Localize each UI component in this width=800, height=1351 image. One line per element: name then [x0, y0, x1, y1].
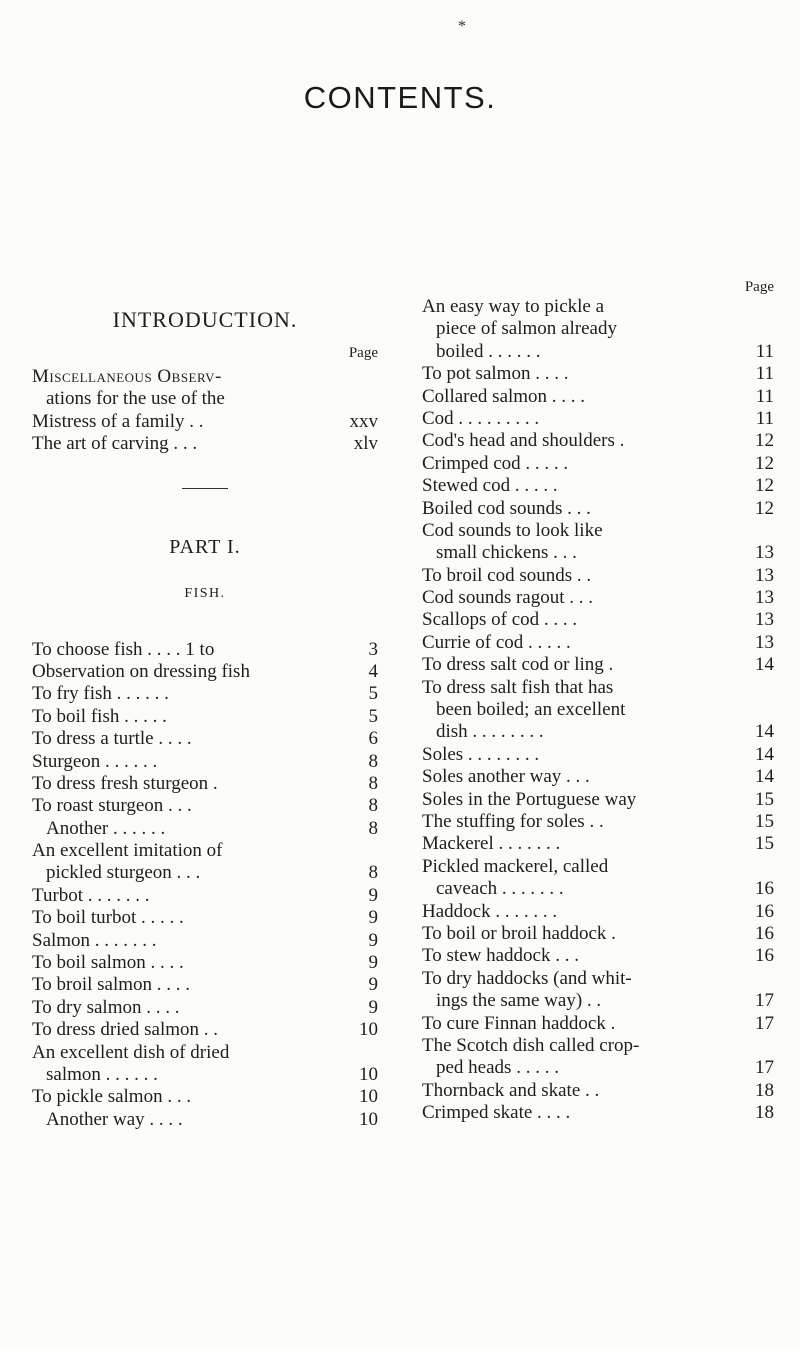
page-title: CONTENTS.	[303, 80, 497, 115]
entry-page-number: 8	[368, 817, 378, 839]
entry-page-number: 3	[368, 638, 378, 660]
entry-title: Cod sounds ragout . . .	[422, 587, 593, 609]
entry-page-number: 9	[368, 974, 378, 996]
page-label-row	[32, 336, 378, 366]
entry-page-number: 8	[368, 750, 378, 772]
entry-title: Salmon . . . . . . .	[32, 929, 157, 951]
toc-entry	[32, 661, 378, 683]
left-column	[32, 300, 378, 1131]
toc-entry	[422, 654, 774, 676]
toc-entry	[422, 878, 774, 900]
introduction-list	[32, 366, 378, 456]
entry-page-number: 5	[368, 683, 378, 705]
entry-title: Sturgeon . . . . . .	[32, 750, 158, 772]
entry-page-number: 9	[368, 929, 378, 951]
entry-page-number: 10	[359, 1063, 378, 1085]
entry-page-number: 14	[755, 743, 774, 765]
toc-entry	[422, 408, 774, 430]
right-column	[422, 278, 774, 1124]
entry-title: Crimped cod . . . . .	[422, 452, 569, 474]
entry-title: caveach . . . . . . .	[436, 878, 564, 900]
toc-entry	[422, 1102, 774, 1124]
entry-title: To broil cod sounds . .	[422, 564, 592, 586]
entry-page-number: 10	[359, 1108, 378, 1130]
entry-page-number: 17	[755, 1057, 774, 1079]
entry-page-number: 13	[755, 631, 774, 653]
toc-entry	[32, 388, 378, 410]
entry-page-number: 16	[755, 878, 774, 900]
entry-title: The art of carving . . .	[32, 433, 198, 455]
entry-page-number: 11	[755, 363, 774, 385]
entry-title: To dry salmon . . . .	[32, 996, 180, 1018]
entry-page-number: 11	[755, 407, 774, 429]
toc-entry	[32, 862, 378, 884]
page-label-row-right	[422, 278, 774, 296]
introduction-heading: INTRODUCTION.	[112, 307, 298, 332]
toc-entry	[422, 1080, 774, 1102]
entry-title: dish . . . . . . . .	[436, 721, 544, 743]
toc-entry	[32, 1086, 378, 1108]
toc-entry	[422, 968, 774, 990]
entry-title: To dress salt fish that has	[422, 676, 614, 698]
entry-page-number: xxv	[349, 410, 378, 432]
entry-page-number: 17	[755, 1012, 774, 1034]
toc-entry	[32, 1109, 378, 1131]
entry-title: The stuffing for soles . .	[422, 810, 604, 832]
entry-title: Miscellaneous Observ-	[32, 366, 222, 387]
toc-entry	[422, 923, 774, 945]
toc-entry	[32, 907, 378, 929]
entry-page-number: 8	[368, 795, 378, 817]
toc-entry	[422, 363, 774, 385]
toc-entry	[32, 930, 378, 952]
entry-page-number: 15	[755, 788, 774, 810]
toc-entry	[422, 318, 774, 340]
toc-entry	[422, 789, 774, 811]
toc-entry	[422, 811, 774, 833]
entry-title: An excellent dish of dried	[32, 1041, 230, 1063]
introduction-heading-row	[32, 300, 378, 336]
entry-page-number: 12	[755, 430, 774, 452]
entry-title: The Scotch dish called crop-	[422, 1034, 640, 1056]
entry-title: To dress dried salmon . .	[32, 1019, 219, 1041]
entry-title: To dry haddocks (and whit-	[422, 967, 632, 989]
entry-page-number: 8	[368, 772, 378, 794]
toc-entry	[32, 639, 378, 661]
entry-title: To boil salmon . . . .	[32, 952, 184, 974]
entry-page-number: 14	[755, 766, 774, 788]
entry-title: To roast sturgeon . . .	[32, 795, 192, 817]
toc-entry	[422, 901, 774, 923]
entry-page-number: 18	[755, 1079, 774, 1101]
entry-page-number: 9	[368, 952, 378, 974]
entry-title: Observation on dressing fish	[32, 660, 250, 682]
entry-title: To boil or broil haddock .	[422, 922, 616, 944]
toc-entry	[32, 773, 378, 795]
entry-page-number: 12	[755, 497, 774, 519]
entry-page-number: 9	[368, 996, 378, 1018]
entry-page-number: 14	[755, 721, 774, 743]
part-heading: PART I.	[169, 535, 241, 558]
entry-page-number: 9	[368, 884, 378, 906]
toc-entry	[422, 856, 774, 878]
entry-page-number: 8	[368, 862, 378, 884]
toc-entry	[422, 699, 774, 721]
toc-entry	[32, 683, 378, 705]
entry-page-number: 12	[755, 452, 774, 474]
entry-title: Mistress of a family . .	[32, 410, 204, 432]
entry-title: Mackerel . . . . . . .	[422, 833, 561, 855]
entry-title: ped heads . . . . .	[436, 1057, 559, 1079]
entry-title: Crimped skate . . . .	[422, 1102, 571, 1124]
entry-title: To pot salmon . . . .	[422, 363, 569, 385]
toc-entry	[32, 366, 378, 388]
entry-page-number: 13	[755, 587, 774, 609]
toc-entry	[422, 475, 774, 497]
entry-title: To dress salt cod or ling .	[422, 654, 614, 676]
toc-entry	[422, 677, 774, 699]
entry-page-number: 16	[755, 900, 774, 922]
entry-page-number: 10	[359, 1086, 378, 1108]
entry-page-number: 16	[755, 945, 774, 967]
toc-entry	[422, 1035, 774, 1057]
toc-entry	[422, 565, 774, 587]
entry-title: Boiled cod sounds . . .	[422, 497, 591, 519]
entry-page-number: 15	[755, 810, 774, 832]
entry-title: To cure Finnan haddock .	[422, 1012, 616, 1034]
section-heading: FISH.	[184, 585, 226, 601]
toc-entry	[32, 885, 378, 907]
toc-entry	[422, 498, 774, 520]
entry-title: Thornback and skate . .	[422, 1079, 600, 1101]
toc-entry	[422, 296, 774, 318]
entry-page-number: 18	[755, 1102, 774, 1124]
entry-title: Soles another way . . .	[422, 766, 590, 788]
entry-page-number: 17	[755, 990, 774, 1012]
entry-page-number: 9	[368, 907, 378, 929]
entry-title: small chickens . . .	[436, 542, 577, 564]
part-heading-row	[32, 529, 378, 565]
entry-title: To stew haddock . . .	[422, 945, 579, 967]
entry-title: To dress fresh sturgeon .	[32, 772, 218, 794]
right-entry-list	[422, 296, 774, 1124]
entry-title: An excellent imitation of	[32, 840, 223, 862]
entry-title: To broil salmon . . . .	[32, 974, 191, 996]
entry-page-number: 10	[359, 1019, 378, 1041]
entry-title: Pickled mackerel, called	[422, 855, 609, 877]
entry-title: To boil fish . . . . .	[32, 705, 167, 727]
toc-entry	[32, 952, 378, 974]
entry-title: Collared salmon . . . .	[422, 385, 586, 407]
entry-title: pickled sturgeon . . .	[46, 862, 201, 884]
toc-entry	[32, 1019, 378, 1041]
toc-entry	[422, 587, 774, 609]
toc-entry	[422, 1013, 774, 1035]
toc-entry	[422, 386, 774, 408]
section-divider	[182, 488, 228, 489]
entry-page-number: 6	[368, 728, 378, 750]
entry-page-number: 14	[755, 654, 774, 676]
toc-entry	[422, 453, 774, 475]
entry-title: salmon . . . . . .	[46, 1063, 158, 1085]
entry-title: Stewed cod . . . . .	[422, 475, 558, 497]
toc-entry	[32, 433, 378, 455]
decorative-mark: *	[458, 18, 466, 35]
entry-title: Cod . . . . . . . . .	[422, 407, 540, 429]
toc-entry	[422, 430, 774, 452]
entry-title: Another . . . . . .	[46, 817, 166, 839]
entry-title: Turbot . . . . . . .	[32, 884, 150, 906]
entry-title: To choose fish . . . . 1 to	[32, 638, 215, 660]
left-entry-list	[32, 639, 378, 1132]
entry-title: Cod's head and shoulders .	[422, 430, 625, 452]
entry-page-number: xlv	[353, 433, 378, 455]
toc-entry	[32, 795, 378, 817]
toc-entry	[32, 997, 378, 1019]
entry-page-number: 13	[755, 609, 774, 631]
entry-page-number: 15	[755, 833, 774, 855]
toc-entry	[32, 706, 378, 728]
toc-entry	[32, 1042, 378, 1064]
toc-entry	[422, 632, 774, 654]
entry-title: Haddock . . . . . . .	[422, 900, 558, 922]
entry-page-number: 11	[755, 340, 774, 362]
entry-title: piece of salmon already	[436, 318, 617, 340]
toc-entry	[32, 1064, 378, 1086]
entry-title: To boil turbot . . . . .	[32, 907, 184, 929]
entry-page-number: 4	[368, 660, 378, 682]
entry-title: boiled . . . . . .	[436, 340, 541, 362]
toc-entry	[32, 840, 378, 862]
toc-entry	[422, 945, 774, 967]
entry-title: ings the same way) . .	[436, 990, 602, 1012]
entry-title: Soles in the Portuguese way	[422, 788, 637, 810]
entry-title: An easy way to pickle a	[422, 296, 605, 317]
toc-entry	[32, 751, 378, 773]
entry-title: Currie of cod . . . . .	[422, 631, 571, 653]
toc-entry	[422, 542, 774, 564]
page-column-label: Page	[348, 345, 378, 361]
toc-entry	[32, 974, 378, 996]
toc-entry	[422, 609, 774, 631]
entry-title: Scallops of cod . . . .	[422, 609, 578, 631]
entry-page-number: 16	[755, 922, 774, 944]
page-column-label-right: Page	[744, 279, 774, 295]
entry-page-number: 13	[755, 542, 774, 564]
entry-title: ations for the use of the	[46, 388, 225, 410]
toc-entry	[422, 341, 774, 363]
entry-page-number: 11	[755, 385, 774, 407]
toc-entry	[422, 766, 774, 788]
entry-title: Another way . . . .	[46, 1108, 183, 1130]
toc-entry	[422, 990, 774, 1012]
section-heading-row	[32, 579, 378, 609]
toc-entry	[422, 744, 774, 766]
entry-title: Cod sounds to look like	[422, 519, 603, 541]
entry-title: To fry fish . . . . . .	[32, 683, 169, 705]
toc-entry	[32, 818, 378, 840]
entry-title: To pickle salmon . . .	[32, 1086, 192, 1108]
entry-title: Soles . . . . . . . .	[422, 743, 540, 765]
entry-page-number: 13	[755, 564, 774, 586]
entry-page-number: 5	[368, 705, 378, 727]
toc-entry	[422, 1057, 774, 1079]
entry-title: been boiled; an excellent	[436, 699, 626, 721]
entry-title: To dress a turtle . . . .	[32, 728, 192, 750]
toc-entry	[32, 728, 378, 750]
toc-entry	[32, 411, 378, 433]
toc-entry	[422, 721, 774, 743]
entry-page-number: 12	[755, 475, 774, 497]
toc-entry	[422, 833, 774, 855]
toc-entry	[422, 520, 774, 542]
